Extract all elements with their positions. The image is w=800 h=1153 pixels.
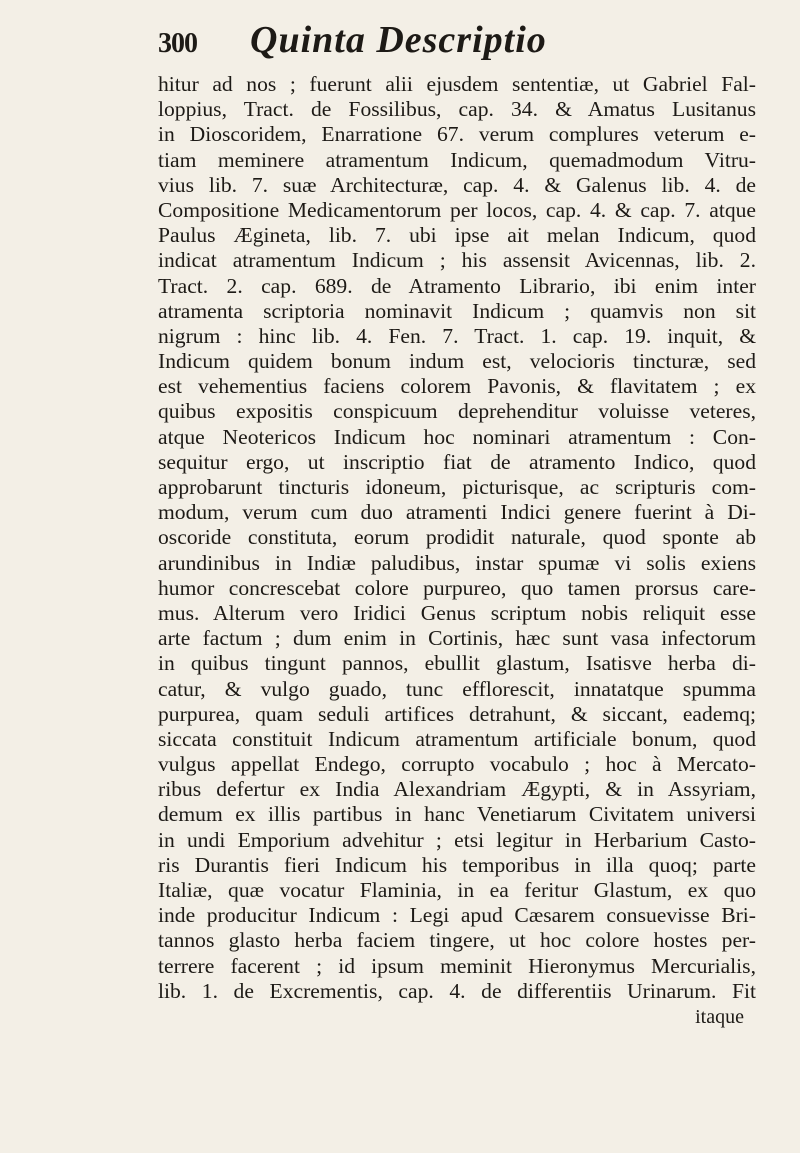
- text-line: Indicum quidem bonum indum est, velocioris tincturæ, sed: [158, 349, 756, 374]
- text-line: approbarunt tincturis idoneum, picturisque, ac scripturis com-: [158, 475, 756, 499]
- text-line: indicat atramentum Indicum ; his assensit Avicennas, lib. 2.: [158, 248, 756, 273]
- text-line: purpurea, quam seduli artifices detrahunt, & siccant, eademq;: [158, 701, 756, 726]
- page-number: 300: [158, 28, 197, 59]
- catchword: itaque: [695, 1005, 744, 1028]
- page-header: [158, 18, 756, 68]
- text-line: oscoride constituta, eorum prodidit naturale, quod sponte ab: [158, 525, 756, 550]
- text-line: siccata constituit Indicum atramentum artificiale bonum, quod: [158, 726, 756, 751]
- text-line: in undi Emporium advehitur ; etsi legitur in Herbarium Casto-: [158, 827, 756, 852]
- text-line: Compositione Medicamentorum per locos, cap. 4. & cap. 7. atque: [158, 197, 756, 222]
- text-line: lib. 1. de Excrementis, cap. 4. de differentiis Urinarum. Fit: [158, 978, 756, 1003]
- text-line: atque Neotericos Indicum hoc nominari atramentum : Con-: [158, 424, 756, 449]
- text-line: vulgus appellat Endego, corrupto vocabulo ; hoc à Mercato-: [158, 752, 756, 777]
- text-line: demum ex illis partibus in hanc Venetiarum Civitatem universi: [158, 802, 756, 827]
- text-line: tannos glasto herba faciem tingere, ut hoc colore hostes per-: [158, 928, 756, 953]
- text-line: in Dioscoridem, Enarratione 67. verum complures veterum e-: [158, 122, 756, 147]
- text-line: mus. Alterum vero Iridici Genus scriptum nobis reliquit esse: [158, 600, 756, 625]
- text-line: quibus expositis conspicuum deprehenditur voluisse veteres,: [158, 399, 756, 424]
- running-title: Quinta Descriptio: [250, 19, 547, 61]
- text-line: ris Durantis fieri Indicum his temporibus in illa quoq; parte: [158, 852, 756, 877]
- text-line: vius lib. 7. suæ Architecturæ, cap. 4. & Galenus lib. 4. de: [158, 172, 756, 197]
- text-line: ribus defertur ex India Alexandriam Ægypti, & in Assyriam,: [158, 777, 756, 802]
- text-line: modum, verum cum duo atramenti Indici genere fuerint à Di-: [158, 500, 756, 525]
- text-line: tiam meminere atramentum Indicum, quemadmodum Vitru-: [158, 147, 756, 172]
- text-line: atramenta scriptoria nominavit Indicum ; quamvis non sit: [158, 298, 756, 323]
- text-line: Tract. 2. cap. 689. de Atramento Librario, ibi enim inter: [158, 273, 756, 298]
- text-line: catur, & vulgo guado, tunc efflorescit, innatatque spumma: [158, 676, 756, 701]
- text-line: humor concrescebat colore purpureo, quo tamen prorsus care-: [158, 575, 756, 600]
- text-line: loppius, Tract. de Fossilibus, cap. 34. & Amatus Lusitanus: [158, 97, 756, 122]
- text-line: Paulus Ægineta, lib. 7. ubi ipse ait melan Indicum, quod: [158, 223, 756, 248]
- text-line: terrere facerent ; id ipsum meminit Hieronymus Mercurialis,: [158, 953, 756, 978]
- body-text: [158, 72, 756, 1004]
- text-line: in quibus tingunt pannos, ebullit glastum, Isatisve herba di-: [158, 651, 756, 676]
- text-line: Italiæ, quæ vocatur Flaminia, in ea feritur Glastum, ex quo: [158, 878, 756, 902]
- text-line: arundinibus in Indiæ paludibus, instar spumæ vi solis exiens: [158, 550, 756, 575]
- text-line: est vehementius faciens colorem Pavonis, & flavitatem ; ex: [158, 374, 756, 399]
- text-line: inde producitur Indicum : Legi apud Cæsarem consuevisse Bri-: [158, 903, 756, 928]
- text-line: arte factum ; dum enim in Cortinis, hæc sunt vasa infectorum: [158, 626, 756, 651]
- text-line: hitur ad nos ; fuerunt alii ejusdem sententiæ, ut Gabriel Fal-: [158, 72, 756, 96]
- text-line: nigrum : hinc lib. 4. Fen. 7. Tract. 1. cap. 19. inquit, &: [158, 323, 756, 348]
- text-line: sequitur ergo, ut inscriptio fiat de atramento Indico, quod: [158, 449, 756, 474]
